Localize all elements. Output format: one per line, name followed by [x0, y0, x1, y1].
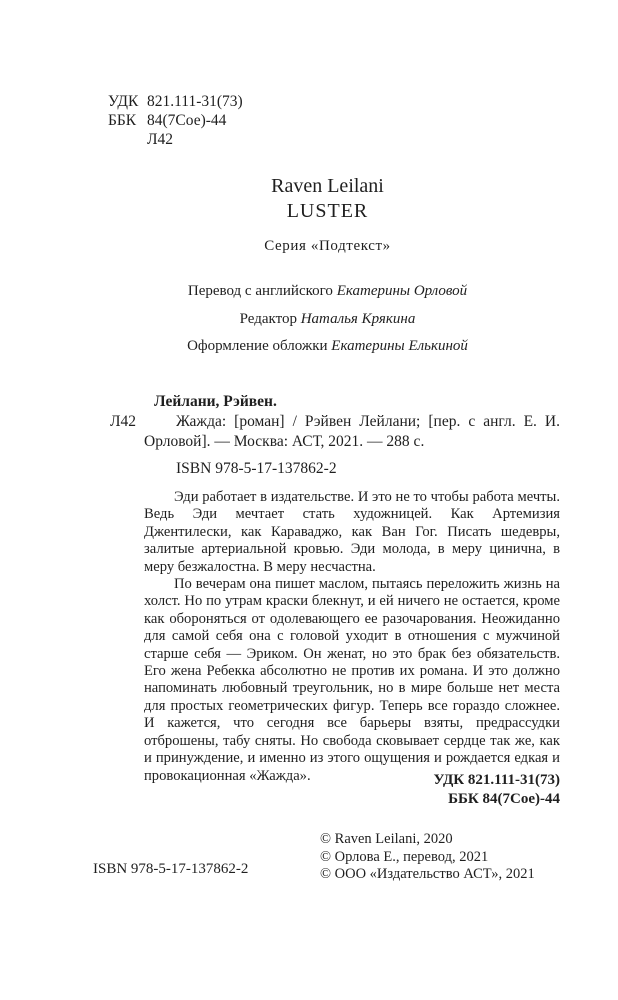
- cover-designer-name: Екатерины Елькиной: [331, 338, 468, 354]
- author-sign-spacer: [108, 130, 147, 149]
- isbn-bottom: ISBN 978-5-17-137862-2: [93, 861, 249, 877]
- catalog-card: [110, 392, 560, 479]
- copyright-publisher-line: © ООО «Издательство АСТ», 2021: [320, 866, 535, 882]
- annotation-paragraph-1: Эди работает в издательстве. И это не то чтобы работа мечты. Ведь Эди мечтает стать художницей. Как Артемизия Джентилески, как Караваджо, как Ван Гог. Писать шедевры, залитые артериальной кровью. Эди молода, в меру цинична, в меру безжалостна. В меру несчастна.: [144, 489, 560, 575]
- title-block: [120, 174, 535, 255]
- catalog-author-heading: Лейлани, Рэйвен.: [154, 393, 277, 410]
- annotation-block: [144, 489, 560, 785]
- bbk-bottom: ББК 84(7Сое)-44: [448, 790, 560, 807]
- catalog-body: [110, 412, 560, 452]
- editor-credit-prefix: Редактор: [239, 310, 301, 327]
- translator-credit-prefix: Перевод с английского: [187, 283, 337, 299]
- translator-name: Екатерины Орловой: [336, 283, 468, 299]
- editor-name: Наталья Крякина: [300, 310, 416, 327]
- author-sign-row: [108, 130, 243, 149]
- bbk-row: [108, 111, 243, 130]
- catalog-author-sign: Л42: [110, 413, 137, 430]
- udk-value: 821.111-31(73): [147, 93, 243, 110]
- copyright-translator-line: © Орлова Е., перевод, 2021: [320, 848, 489, 865]
- annotation-paragraph-2: По вечерам она пишет маслом, пытаясь переложить жизнь на холст. Но по утрам краски блекнут, и ей ничего не остается, кроме как обороняться от одолевающего ее разочарования. Неожиданно для самой себя она с головой уходит в отношения с мужчиной старше себя — Эриком. Он женат, но это брак без обязательств. Его жена Ребекка абсолютно не против их романа. И это должно напоминать любовный треугольник, но в мире больше нет места для простых геометрических фигур. Теперь все гораздо сложнее. И кажется, что сегодня все барьеры взяты, предрассудки отброшены, табу сняты. Но свобода сковывает сердце так же, как и принуждение, и именно из этого ощущения и рождается едкая и провокационная «Жажда».: [144, 576, 560, 784]
- cover-designer-prefix: Оформление обложки: [187, 338, 332, 354]
- classification-block: [108, 92, 243, 149]
- copyright-author-line: © Raven Leilani, 2020: [320, 831, 453, 847]
- author-sign-value: Л42: [147, 131, 174, 148]
- catalog-entry: Жажда: [роман] / Рэйвен Лейлани; [пер. с англ. Е. И. Орловой]. — Москва: АСТ, 2021. — 288 с.: [144, 413, 560, 450]
- copyright-block: [320, 831, 535, 884]
- udk-label: УДК: [108, 93, 139, 110]
- editor-credit: [120, 306, 535, 334]
- book-author: Raven Leilani: [271, 175, 384, 197]
- credits-block: [120, 278, 535, 361]
- bbk-label: ББК: [108, 112, 137, 129]
- bbk-value: 84(7Сое)-44: [147, 112, 227, 129]
- cover-designer-credit: [120, 333, 535, 361]
- translator-credit: [120, 278, 535, 306]
- udk-row: [108, 92, 243, 111]
- udk-bottom: УДК 821.111-31(73): [433, 772, 560, 788]
- series-name: Серия «Подтекст»: [264, 238, 391, 254]
- catalog-isbn: ISBN 978-5-17-137862-2: [176, 460, 337, 477]
- bottom-codes-block: [144, 771, 560, 808]
- book-title: LUSTER: [286, 200, 369, 222]
